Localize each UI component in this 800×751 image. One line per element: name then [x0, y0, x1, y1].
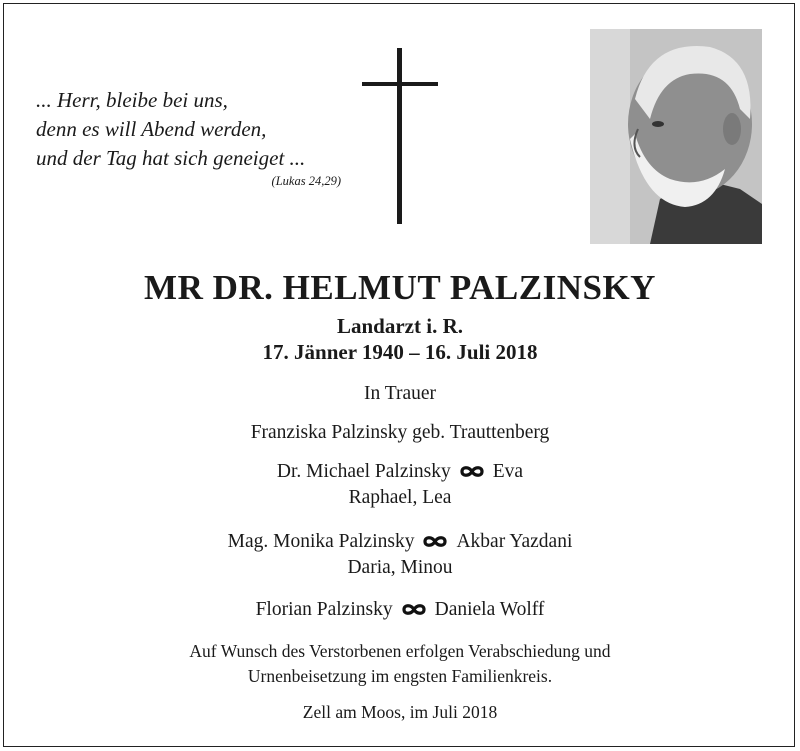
quote-line: ... Herr, bleibe bei uns, — [36, 88, 228, 112]
deceased-profession: Landarzt i. R. — [337, 314, 463, 338]
infinity-icon — [423, 535, 447, 548]
family-children: Raphael, Lea — [348, 487, 452, 508]
family-member: Akbar Yazdani — [456, 531, 573, 552]
deceased-dates: 17. Jänner 1940 – 16. Juli 2018 — [262, 340, 538, 364]
quote-line: und der Tag hat sich geneiget ... — [36, 146, 306, 170]
quote-line: denn es will Abend werden, — [36, 117, 267, 141]
deceased-name: MR DR. HELMUT PALZINSKY — [144, 268, 656, 307]
family-member: Florian Palzinsky — [255, 599, 393, 620]
mourning-heading: In Trauer — [363, 383, 437, 404]
family-member: Daniela Wolff — [434, 599, 545, 620]
quote-reference: (Lukas 24,29) — [271, 174, 341, 188]
family-member: Dr. Michael Palzinsky — [276, 461, 451, 482]
portrait-photo — [590, 29, 762, 244]
place-date: Zell am Moos, im Juli 2018 — [302, 702, 498, 722]
spouse-name: Franziska Palzinsky geb. Trauttenberg — [250, 422, 550, 443]
infinity-icon — [460, 465, 484, 478]
family-line — [0, 531, 800, 553]
notice-line: Urnenbeisetzung im engsten Familienkreis. — [247, 666, 553, 686]
family-member: Mag. Monika Palzinsky — [227, 531, 415, 552]
infinity-icon — [402, 603, 426, 616]
bible-quote — [36, 86, 341, 188]
notice-line: Auf Wunsch des Verstorbenen erfolgen Verabschiedung und — [189, 641, 611, 661]
family-line — [0, 599, 800, 621]
family-member: Eva — [492, 461, 524, 482]
family-children: Daria, Minou — [347, 557, 453, 578]
family-line — [0, 461, 800, 483]
cross-icon — [362, 48, 438, 224]
